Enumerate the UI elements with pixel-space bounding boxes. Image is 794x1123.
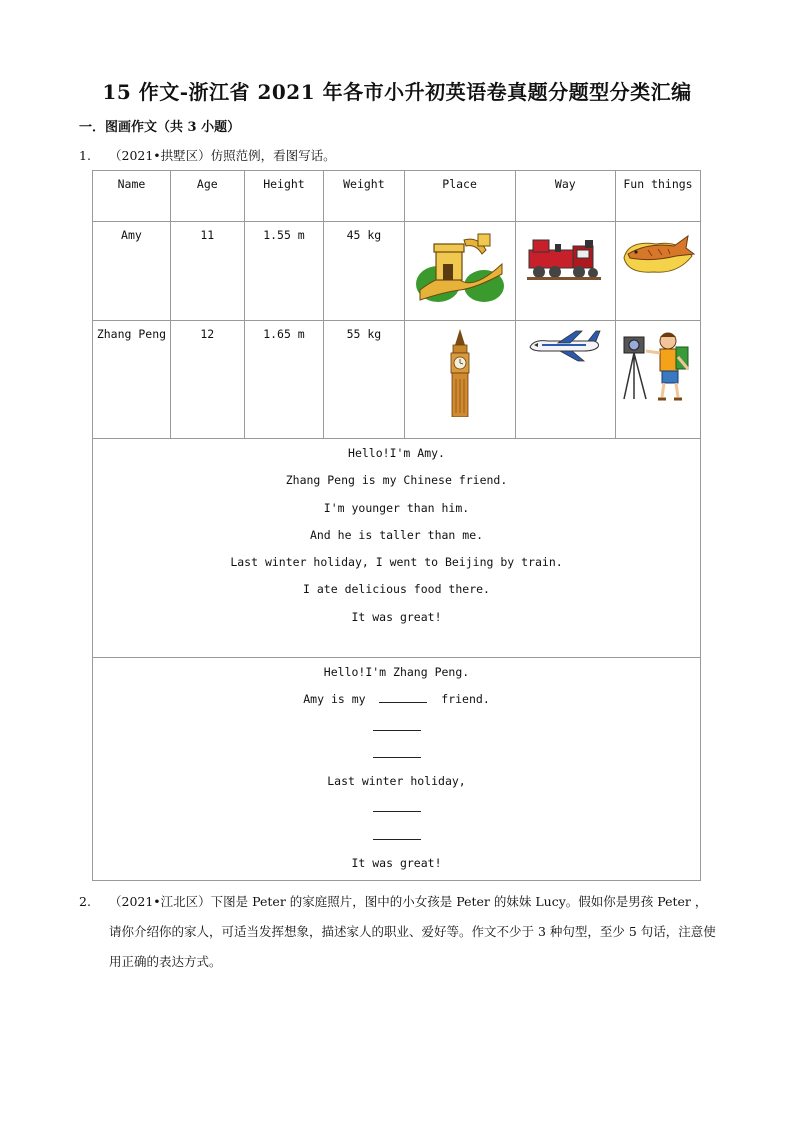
example-passage	[93, 439, 701, 658]
answer-line: It was great!	[351, 856, 442, 871]
photographer-icon	[618, 329, 698, 403]
header-cell: Place	[404, 171, 515, 222]
train-icon	[525, 230, 605, 282]
header-cell: Name	[93, 171, 171, 222]
cell-height: 1.65 m	[244, 321, 323, 439]
cell-fun	[616, 321, 701, 439]
table-row	[93, 439, 701, 658]
big-ben-icon	[445, 329, 475, 417]
answer-line: Last winter holiday,	[327, 774, 466, 789]
header-cell: Height	[244, 171, 323, 222]
answer-blank[interactable]	[373, 745, 421, 758]
cell-fun	[616, 222, 701, 321]
cell-name: Zhang Peng	[93, 321, 171, 439]
answer-passage	[93, 658, 701, 881]
page-title: 15 作文-浙江省 2021 年各市小升初英语卷真题分题型分类汇编	[102, 80, 692, 104]
answer-blank[interactable]	[373, 827, 421, 840]
answer-blank[interactable]	[373, 799, 421, 812]
section-heading: 一．图画作文（共 3 小题）	[79, 120, 241, 135]
question-number: 1.	[79, 148, 91, 163]
example-line: It was great!	[351, 609, 442, 624]
cell-age: 11	[170, 222, 244, 321]
cell-height: 1.55 m	[244, 222, 323, 321]
cell-place	[404, 321, 515, 439]
example-line: Hello!I'm Amy.	[348, 446, 445, 460]
answer-line	[95, 826, 698, 853]
answer-line	[95, 798, 698, 825]
cell-weight: 55 kg	[324, 321, 404, 439]
cell-way	[515, 321, 615, 439]
answer-blank[interactable]	[379, 690, 427, 703]
example-line: Last winter holiday, I went to Beijing by train.	[230, 555, 563, 570]
info-table	[92, 170, 701, 881]
cell-age: 12	[170, 321, 244, 439]
question-text: （2021•江北区）下图是 Peter 的家庭照片，图中的小女孩是 Peter 的妹妹 Lucy。假如你是男孩 Peter ，请你介绍你的家人，可适当发挥想象，描述家人的职业、爱好等。作文不少于 3 种句型，至少 5 句话，注意使用正确的表达方式。	[109, 894, 716, 969]
question-text: （2021•拱墅区）仿照范例，看图写话。	[109, 148, 336, 163]
cell-weight: 45 kg	[324, 222, 404, 321]
answer-line	[95, 689, 698, 716]
header-cell: Way	[515, 171, 615, 222]
header-cell: Fun things	[616, 171, 701, 222]
table-header-row	[93, 171, 701, 222]
header-cell: Weight	[324, 171, 404, 222]
answer-line	[95, 717, 698, 744]
answer-blank[interactable]	[373, 718, 421, 731]
example-line: I'm younger than him.	[323, 500, 470, 515]
table-row	[93, 321, 701, 439]
example-line: And he is taller than me.	[309, 527, 484, 542]
table-row	[93, 658, 701, 881]
answer-line	[95, 744, 698, 771]
example-line: I ate delicious food there.	[303, 582, 490, 597]
answer-line: Hello!I'm Zhang Peng.	[323, 665, 470, 679]
question-1-prompt	[79, 146, 336, 164]
example-line: Zhang Peng is my Chinese friend.	[285, 473, 508, 488]
header-cell: Age	[170, 171, 244, 222]
fish-icon	[618, 230, 698, 280]
great-wall-icon	[416, 230, 504, 304]
cell-name: Amy	[93, 222, 171, 321]
answer-prefix: Amy is my	[303, 692, 366, 707]
answer-suffix: friend.	[441, 692, 490, 707]
question-number: 2.	[79, 894, 91, 909]
table-row	[93, 222, 701, 321]
cell-place	[404, 222, 515, 321]
airplane-icon	[528, 329, 602, 363]
question-2	[79, 887, 719, 977]
cell-way	[515, 222, 615, 321]
